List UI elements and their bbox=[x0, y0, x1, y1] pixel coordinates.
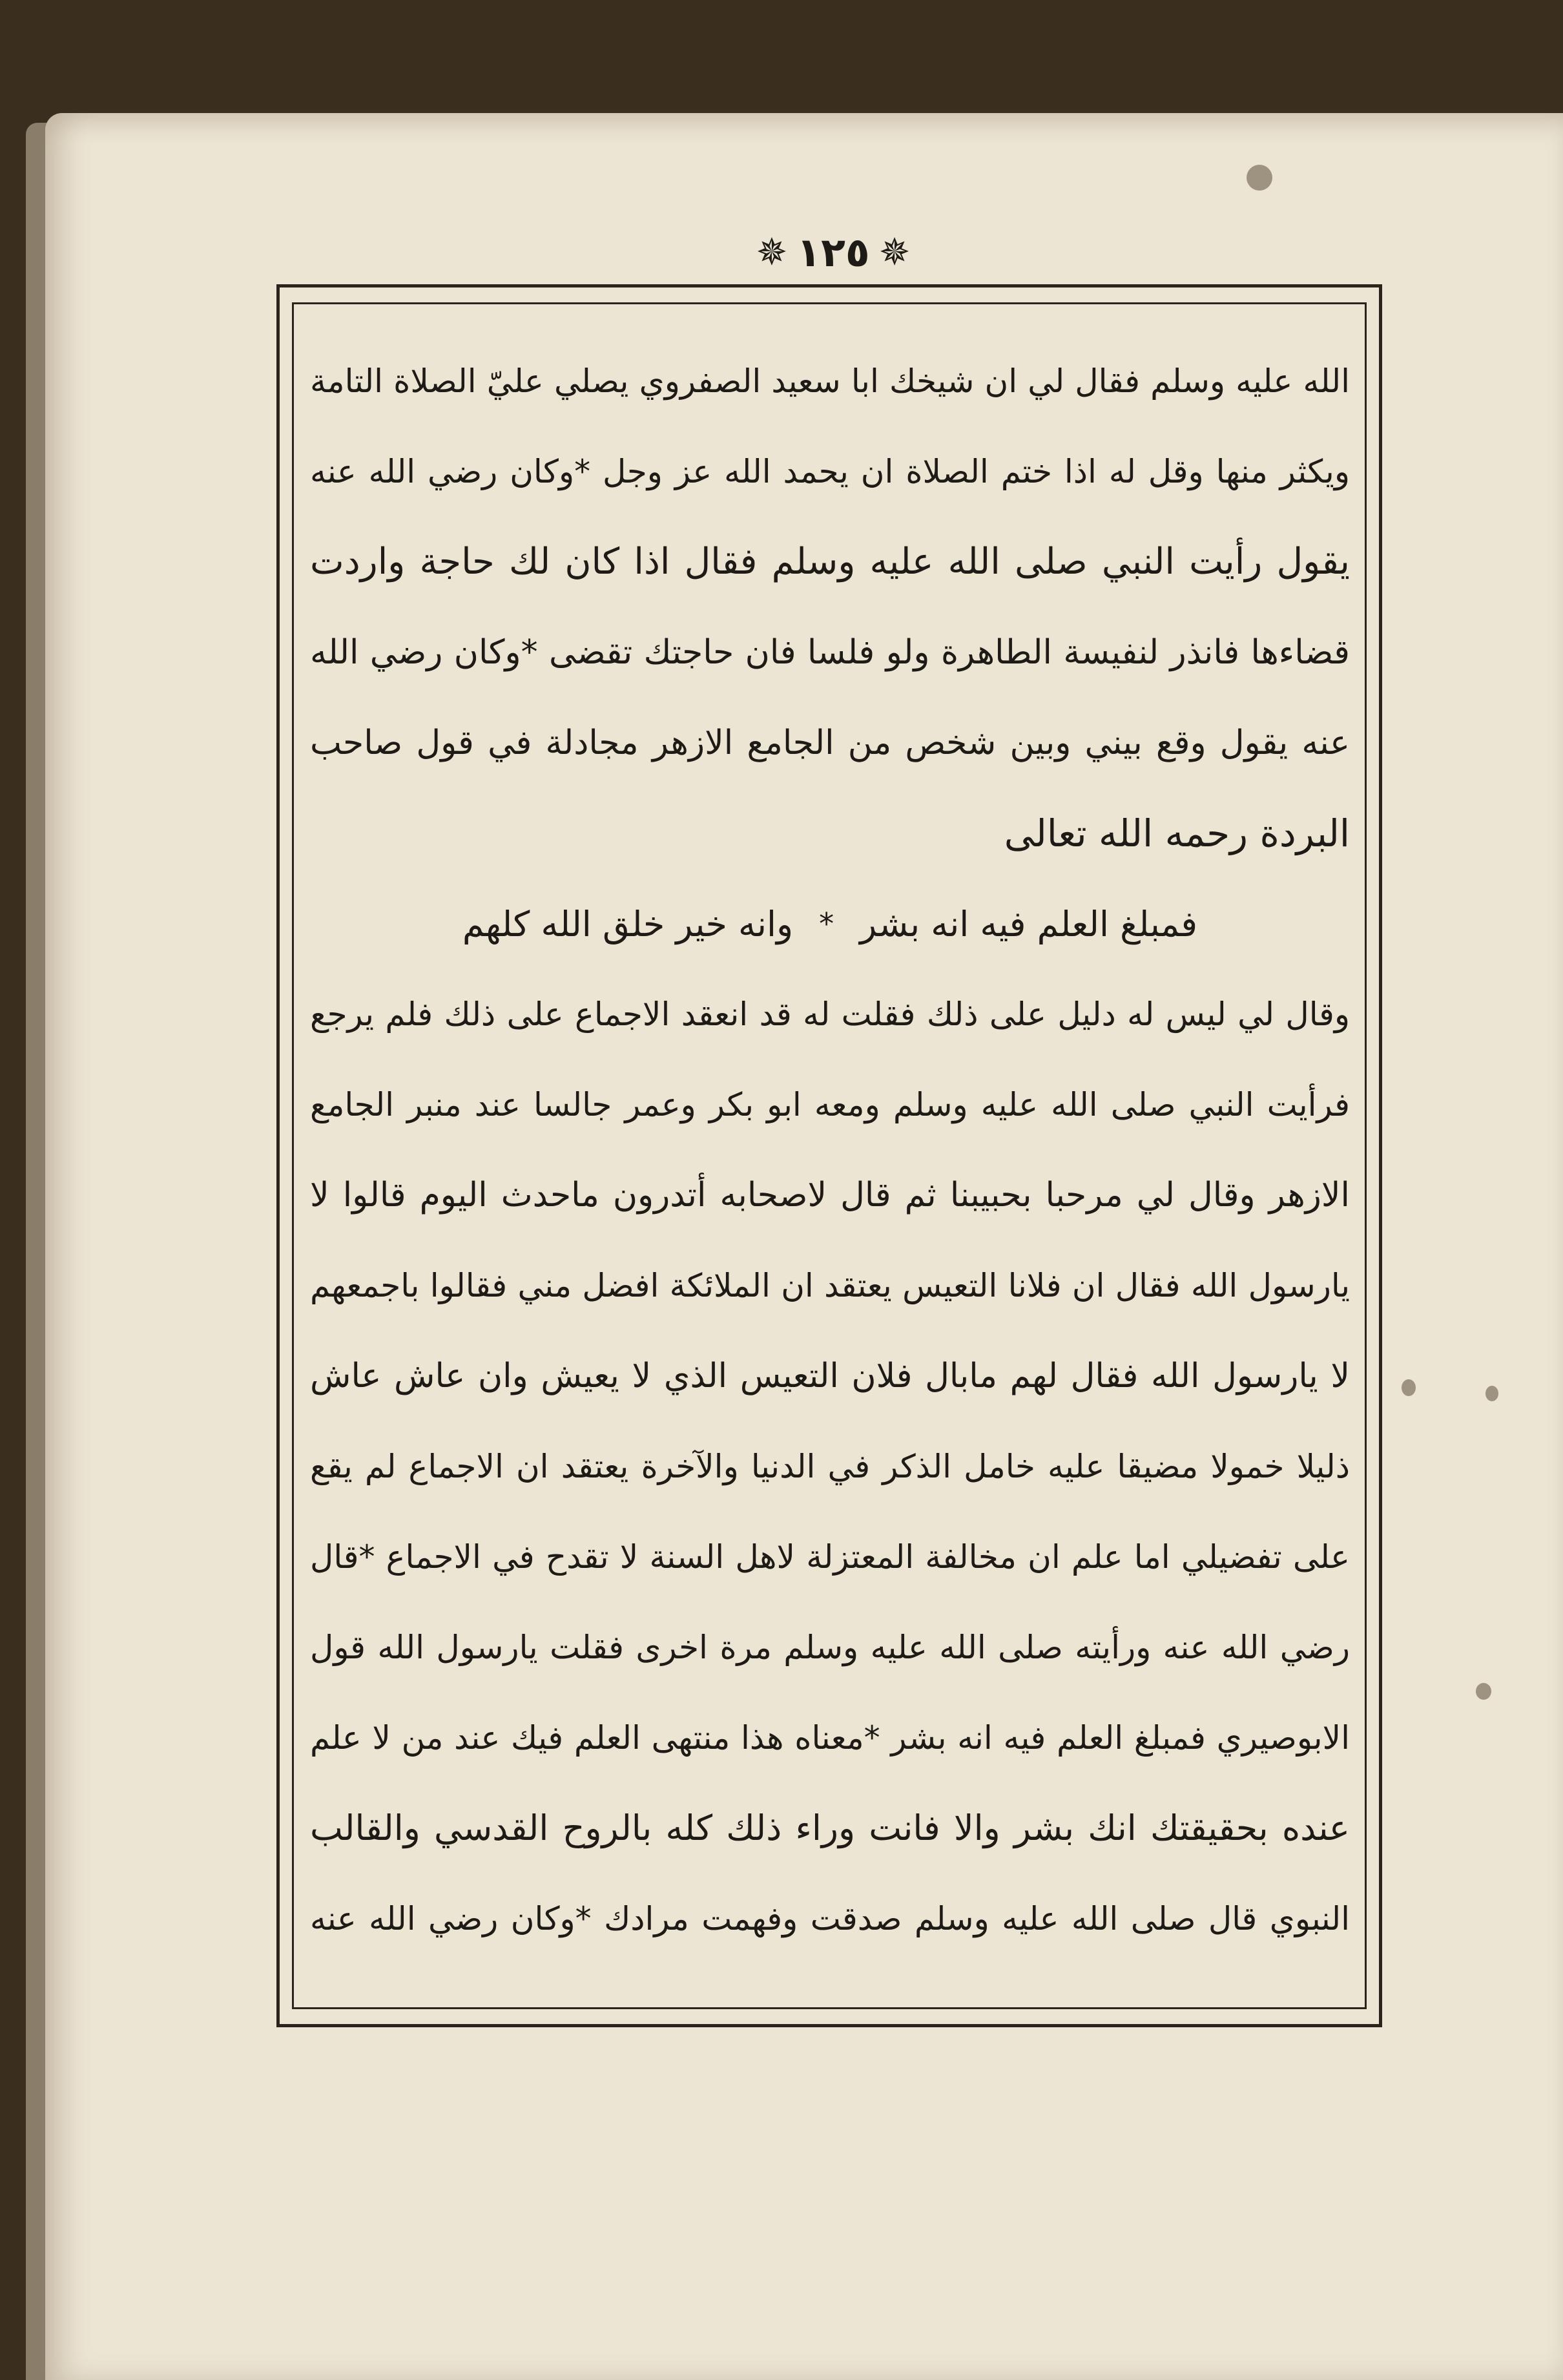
verse-hemistich-first: فمبلغ العلم فيه انه بشر bbox=[860, 903, 1198, 945]
folio-number: ١٢٥ bbox=[796, 228, 870, 276]
ink-spot bbox=[1247, 165, 1272, 191]
ink-spot bbox=[1402, 1379, 1416, 1396]
text-line: البردة رحمه الله تعالى bbox=[1004, 811, 1350, 855]
poetry-verse bbox=[310, 879, 1350, 969]
text-line: فرأيت النبي صلى الله عليه وسلم ومعه ابو بكر وعمر جالسا عند منبر الجامع bbox=[310, 1086, 1350, 1123]
text-line: يارسول الله فقال ان فلانا التعيس يعتقد ان الملائكة افضل مني فقالوا باجمعهم bbox=[310, 1267, 1350, 1304]
text-line: ويكثر منها وقل له اذا ختم الصلاة ان يحمد الله عز وجل *وكان رضي الله عنه bbox=[310, 453, 1350, 490]
ink-spot bbox=[1476, 1683, 1491, 1700]
text-line: وقال لي ليس له دليل على ذلك فقلت له قد انعقد الاجماع على ذلك فلم يرجع bbox=[310, 996, 1350, 1033]
text-line: الابوصيري فمبلغ العلم فيه انه بشر *معناه هذا منتهى العلم فيك عند من لا علم bbox=[310, 1719, 1350, 1757]
folio-ornament-right: ✵ bbox=[878, 230, 911, 274]
text-line: عنده بحقيقتك انك بشر والا فانت وراء ذلك كله بالروح القدسي والقالب bbox=[310, 1808, 1350, 1848]
text-line: على تفضيلي اما علم ان مخالفة المعتزلة لاهل السنة لا تقدح في الاجماع *قال bbox=[310, 1538, 1350, 1576]
page-number bbox=[736, 220, 930, 284]
text-line: ذليلا خمولا مضيقا عليه خامل الذكر في الدنيا والآخرة يعتقد ان الاجماع لم يقع bbox=[310, 1448, 1350, 1485]
folio-ornament-left: ✵ bbox=[756, 230, 788, 274]
text-line: رضي الله عنه ورأيته صلى الله عليه وسلم مرة اخرى فقلت يارسول الله قول bbox=[310, 1629, 1350, 1666]
text-line: الله عليه وسلم فقال لي ان شيخك ابا سعيد الصفروي يصلي عليّ الصلاة التامة bbox=[310, 362, 1350, 400]
text-line: النبوي قال صلى الله عليه وسلم صدقت وفهمت مرادك *وكان رضي الله عنه bbox=[310, 1900, 1350, 1937]
verse-hemistich-second: وانه خير خلق الله كلهم bbox=[462, 903, 794, 945]
verse-separator: * bbox=[819, 906, 834, 941]
main-text bbox=[310, 336, 1350, 1990]
ink-spot bbox=[1485, 1386, 1498, 1401]
text-line: لا يارسول الله فقال لهم مابال فلان التعيس الذي لا يعيش وان عاش عاش bbox=[310, 1357, 1350, 1395]
text-line: عنه يقول وقع بيني وبين شخص من الجامع الازهر مجادلة في قول صاحب bbox=[310, 724, 1350, 762]
text-line: قضاءها فانذر لنفيسة الطاهرة ولو فلسا فان حاجتك تقضى *وكان رضي الله bbox=[310, 633, 1350, 672]
text-line: يقول رأيت النبي صلى الله عليه وسلم فقال اذا كان لك حاجة واردت bbox=[310, 541, 1350, 583]
text-line: الازهر وقال لي مرحبا بحبيبنا ثم قال لاصحابه أتدرون ماحدث اليوم قالوا لا bbox=[310, 1176, 1350, 1215]
